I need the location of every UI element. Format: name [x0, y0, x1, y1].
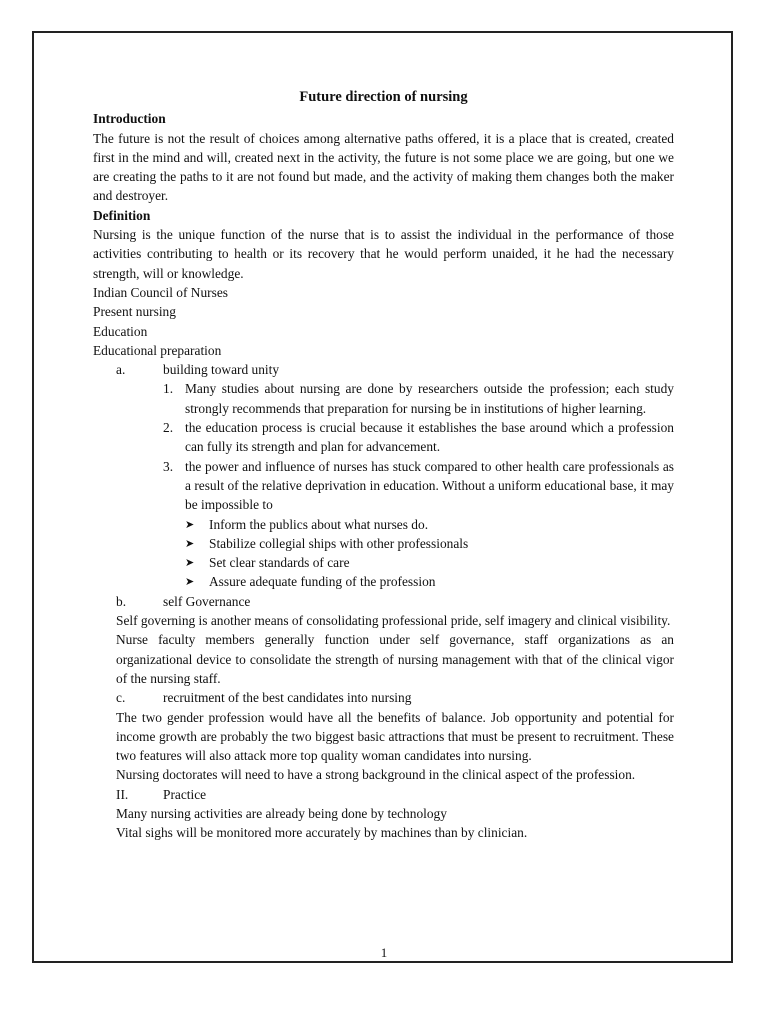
introduction-heading: Introduction: [93, 111, 166, 127]
line-present-nursing: Present nursing: [93, 304, 176, 320]
section-ii-header: [93, 785, 674, 804]
definition-heading: Definition: [93, 207, 151, 223]
bullet-text: Stabilize collegial ships with other professionals: [209, 535, 469, 551]
section-b-label: self Governance: [163, 593, 251, 609]
section-c-marker: c.: [116, 690, 126, 706]
section-c-paragraph: Nursing doctorates will need to have a strong background in the clinical aspect of the profession.: [116, 767, 636, 783]
item-text: the power and influence of nurses has stuck compared to other health care professionals as a result of the relative deprivation in education. Without a uniform educational base, it may be impossible to: [185, 458, 674, 513]
bullet-item: [185, 572, 674, 591]
section-ii-line: Many nursing activities are already being done by technology: [116, 805, 447, 821]
page-number: 1: [380, 945, 388, 960]
section-ii-body: [93, 804, 674, 843]
section-b-marker: b.: [116, 593, 127, 609]
section-c-paragraph: The two gender profession would have all the benefits of balance. Job opportunity and potential for income growth are probably the two biggest basic attractions that must be present to recruitment. These two features will also attack more top quality woman candidates into nursing.: [116, 709, 674, 764]
section-a-header: [93, 360, 674, 379]
item-number: 1.: [163, 381, 174, 397]
item-text: Many studies about nursing are done by researchers outside the profession; each study strongly recommends that preparation for nursing be in institutions of higher learning.: [185, 381, 674, 416]
bullet-text: Set clear standards of care: [209, 555, 350, 571]
section-b-body: [93, 611, 674, 688]
section-b-header: [93, 592, 674, 611]
section-a-bullet-list: [93, 515, 674, 592]
introduction-paragraph: The future is not the result of choices among alternative paths offered, it is a place that is created, created first in the mind and will, created next in the activity, the future is not some place we are going, but one we are creating the paths to it are not found but made, and the activity of making them changes both the maker and destroyer.: [93, 130, 674, 204]
item-text: the education process is crucial because it establishes the base around which a profession can fully its strength and plan for advancement.: [185, 420, 674, 455]
numbered-item: [163, 418, 674, 457]
section-ii-line: Vital sighs will be monitored more accurately by machines than by clinician.: [116, 825, 528, 841]
bullet-text: Assure adequate funding of the profession: [209, 574, 436, 590]
definition-paragraph: Nursing is the unique function of the nurse that is to assist the individual in the performance of those activities contributing to health or its recovery that he would perform unaided, it he had the necessary strength, will or knowledge.: [93, 227, 674, 281]
section-a-numbered-list: [93, 379, 674, 514]
section-b-paragraph: Self governing is another means of consolidating professional pride, self imagery and clinical visibility.: [116, 613, 671, 629]
section-ii-label: Practice: [163, 786, 207, 802]
bullet-item: [185, 515, 674, 534]
line-indian-council: Indian Council of Nurses: [93, 284, 228, 300]
section-ii-marker: II.: [116, 786, 129, 802]
numbered-item: [163, 457, 674, 515]
line-education: Education: [93, 323, 148, 339]
arrow-bullet-icon: ➤: [185, 575, 195, 589]
section-c-header: [93, 688, 674, 707]
item-number: 2.: [163, 420, 174, 436]
item-number: 3.: [163, 458, 174, 474]
section-b-paragraph: Nurse faculty members generally function under self governance, staff organizations as an organizational device to consolidate the strength of nursing management with that of the clinical vigor of the nursing staff.: [116, 632, 674, 686]
arrow-bullet-icon: ➤: [185, 517, 195, 531]
bullet-item: [185, 553, 674, 572]
line-educational-preparation: Educational preparation: [93, 342, 222, 358]
arrow-bullet-icon: ➤: [185, 556, 195, 570]
document-title: Future direction of nursing: [299, 89, 468, 105]
section-c-label: recruitment of the best candidates into nursing: [163, 690, 412, 706]
bullet-text: Inform the publics about what nurses do.: [209, 516, 429, 532]
section-c-body: [93, 708, 674, 785]
document-body: [93, 88, 674, 843]
section-a-label: building toward unity: [163, 362, 280, 378]
numbered-item: [163, 379, 674, 418]
section-a-marker: a.: [116, 362, 126, 378]
arrow-bullet-icon: ➤: [185, 536, 195, 550]
bullet-item: [185, 534, 674, 553]
